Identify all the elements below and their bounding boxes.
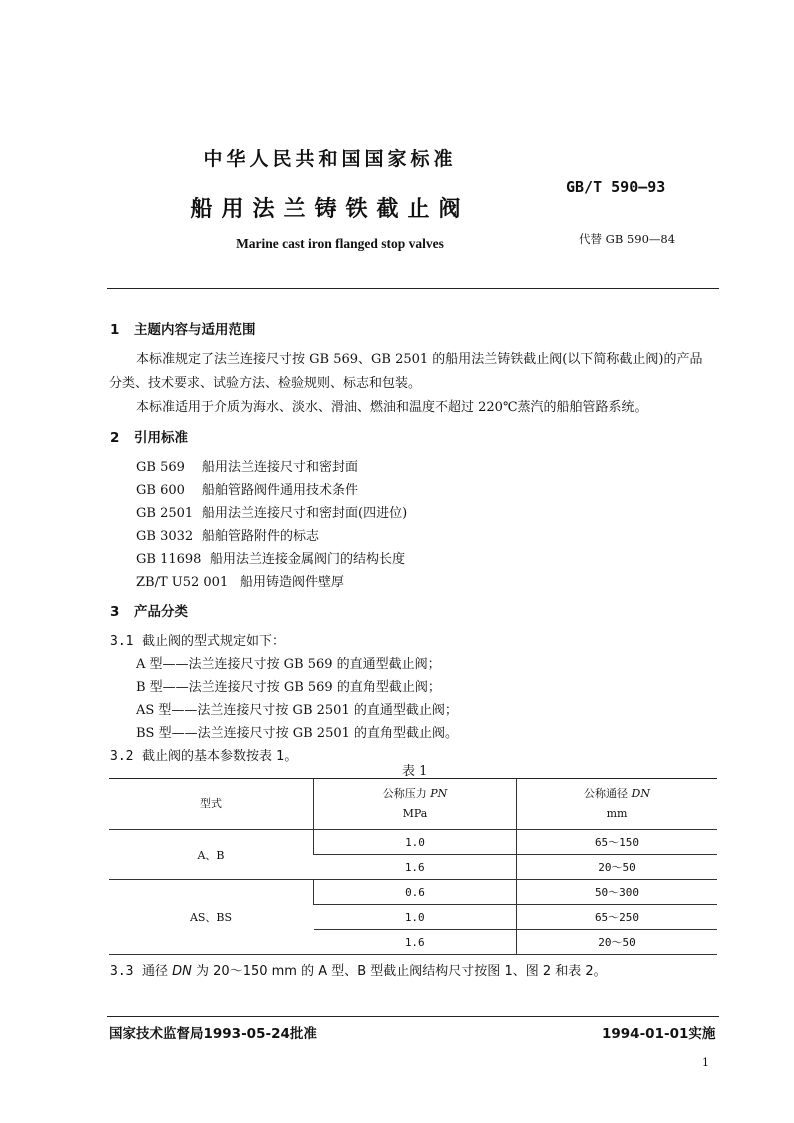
section-1-heading [110,318,256,338]
reference-item [136,502,407,521]
section-number: 1 [110,322,120,338]
document-title-english: Marine cast iron flanged stop valves [236,236,444,251]
reference-code: GB 600 [136,483,185,498]
header-nominal-pressure: 公称压力 PN MPa [314,779,517,830]
reference-title: 船用法兰连接金属阀门的结构长度 [210,552,406,567]
pn-cell: 1.6 [314,930,517,955]
table-row [109,880,717,905]
dn-cell: 20～50 [517,855,718,880]
table-caption: 表 1 [402,764,428,779]
table-header-row [109,779,717,830]
standard-organization: 中华人民共和国国家标准 [203,148,457,170]
valve-type-item: A 型——法兰连接尺寸按 GB 569 的直通型截止阀； [136,657,441,672]
section-2-heading [110,426,188,446]
effective-date: 1994-01-01实施 [602,1026,716,1042]
standard-code: GB/T 590—93 [566,178,666,196]
reference-title: 船用铸造阀件壁厚 [240,575,345,590]
valve-type-item: B 型——法兰连接尺寸按 GB 569 的直角型截止阀； [136,680,441,695]
section-title: 引用标准 [134,430,188,446]
document-title-chinese: 船用法兰铸铁截止阀 [190,197,470,222]
reference-code: GB 11698 [136,552,202,567]
reference-code: GB 3032 [136,529,194,544]
dn-cell: 65～150 [517,830,718,855]
reference-item [136,479,358,498]
clause-text: 截止阀的基本参数按表 1。 [142,749,298,764]
reference-item [136,548,405,567]
dn-cell: 65～250 [517,905,718,930]
section-1-paragraph-2: 本标准适用于介质为海水、淡水、滑油、燃油和温度不超过 220℃蒸汽的船舶管路系统。 [136,400,648,415]
reference-title: 船舶管路附件的标志 [202,529,320,544]
clause-number: 3.1 [110,634,134,649]
clause-3-3 [110,960,607,979]
dn-cell: 20～50 [517,930,718,955]
header-divider [107,288,719,289]
section-1-paragraph-1b: 分类、技术要求、试验方法、检验规则、标志和包装。 [109,376,422,391]
clause-3-1 [110,630,285,649]
type-group-cell: AS、BS [109,880,314,955]
section-title: 产品分类 [134,604,188,620]
clause-number: 3.3 [110,964,134,979]
clause-3-2 [110,745,297,764]
reference-item [136,456,358,475]
reference-title: 船用法兰连接尺寸和密封面 [202,460,359,475]
section-1-paragraph-1a: 本标准规定了法兰连接尺寸按 GB 569、GB 2501 的船用法兰铸铁截止阀(以下简称截止阀)的产品 [136,352,703,367]
section-3-heading [110,600,188,620]
reference-code: GB 569 [136,460,185,475]
section-number: 2 [110,430,120,446]
pn-cell: 0.6 [314,880,517,905]
header-nominal-diameter: 公称通径 DN mm [517,779,718,830]
clause-text: 通径 DN 为 20～150 mm 的 A 型、B 型截止阀结构尺寸按图 1、图 2 和表 2。 [142,964,607,979]
section-number: 3 [110,604,120,620]
basic-parameters-table [109,778,717,955]
reference-title: 船舶管路阀件通用技术条件 [202,483,359,498]
pn-cell: 1.0 [314,830,517,855]
replaces-note: 代替 GB 590—84 [579,232,676,246]
type-group-cell: A、B [109,830,314,880]
reference-item [136,525,319,544]
clause-text: 截止阀的型式规定如下： [142,634,286,649]
reference-code: GB 2501 [136,506,194,521]
reference-item [136,571,344,590]
approval-date: 国家技术监督局1993-05-24批准 [109,1026,317,1042]
valve-type-item: AS 型——法兰连接尺寸按 GB 2501 的直通型截止阀； [136,703,458,718]
valve-type-item: BS 型——法兰连接尺寸按 GB 2501 的直角型截止阀。 [136,726,459,741]
reference-title: 船用法兰连接尺寸和密封面(四进位) [202,506,408,521]
footer-divider [107,1016,719,1017]
header-type: 型式 [109,779,314,830]
clause-number: 3.2 [110,749,134,764]
dn-cell: 50～300 [517,880,718,905]
pn-cell: 1.0 [314,905,517,930]
reference-code: ZB/T U52 001 [136,575,229,590]
table-row [109,830,717,855]
pn-cell: 1.6 [314,855,517,880]
section-title: 主题内容与适用范围 [134,322,256,338]
page-number: 1 [702,1056,709,1069]
